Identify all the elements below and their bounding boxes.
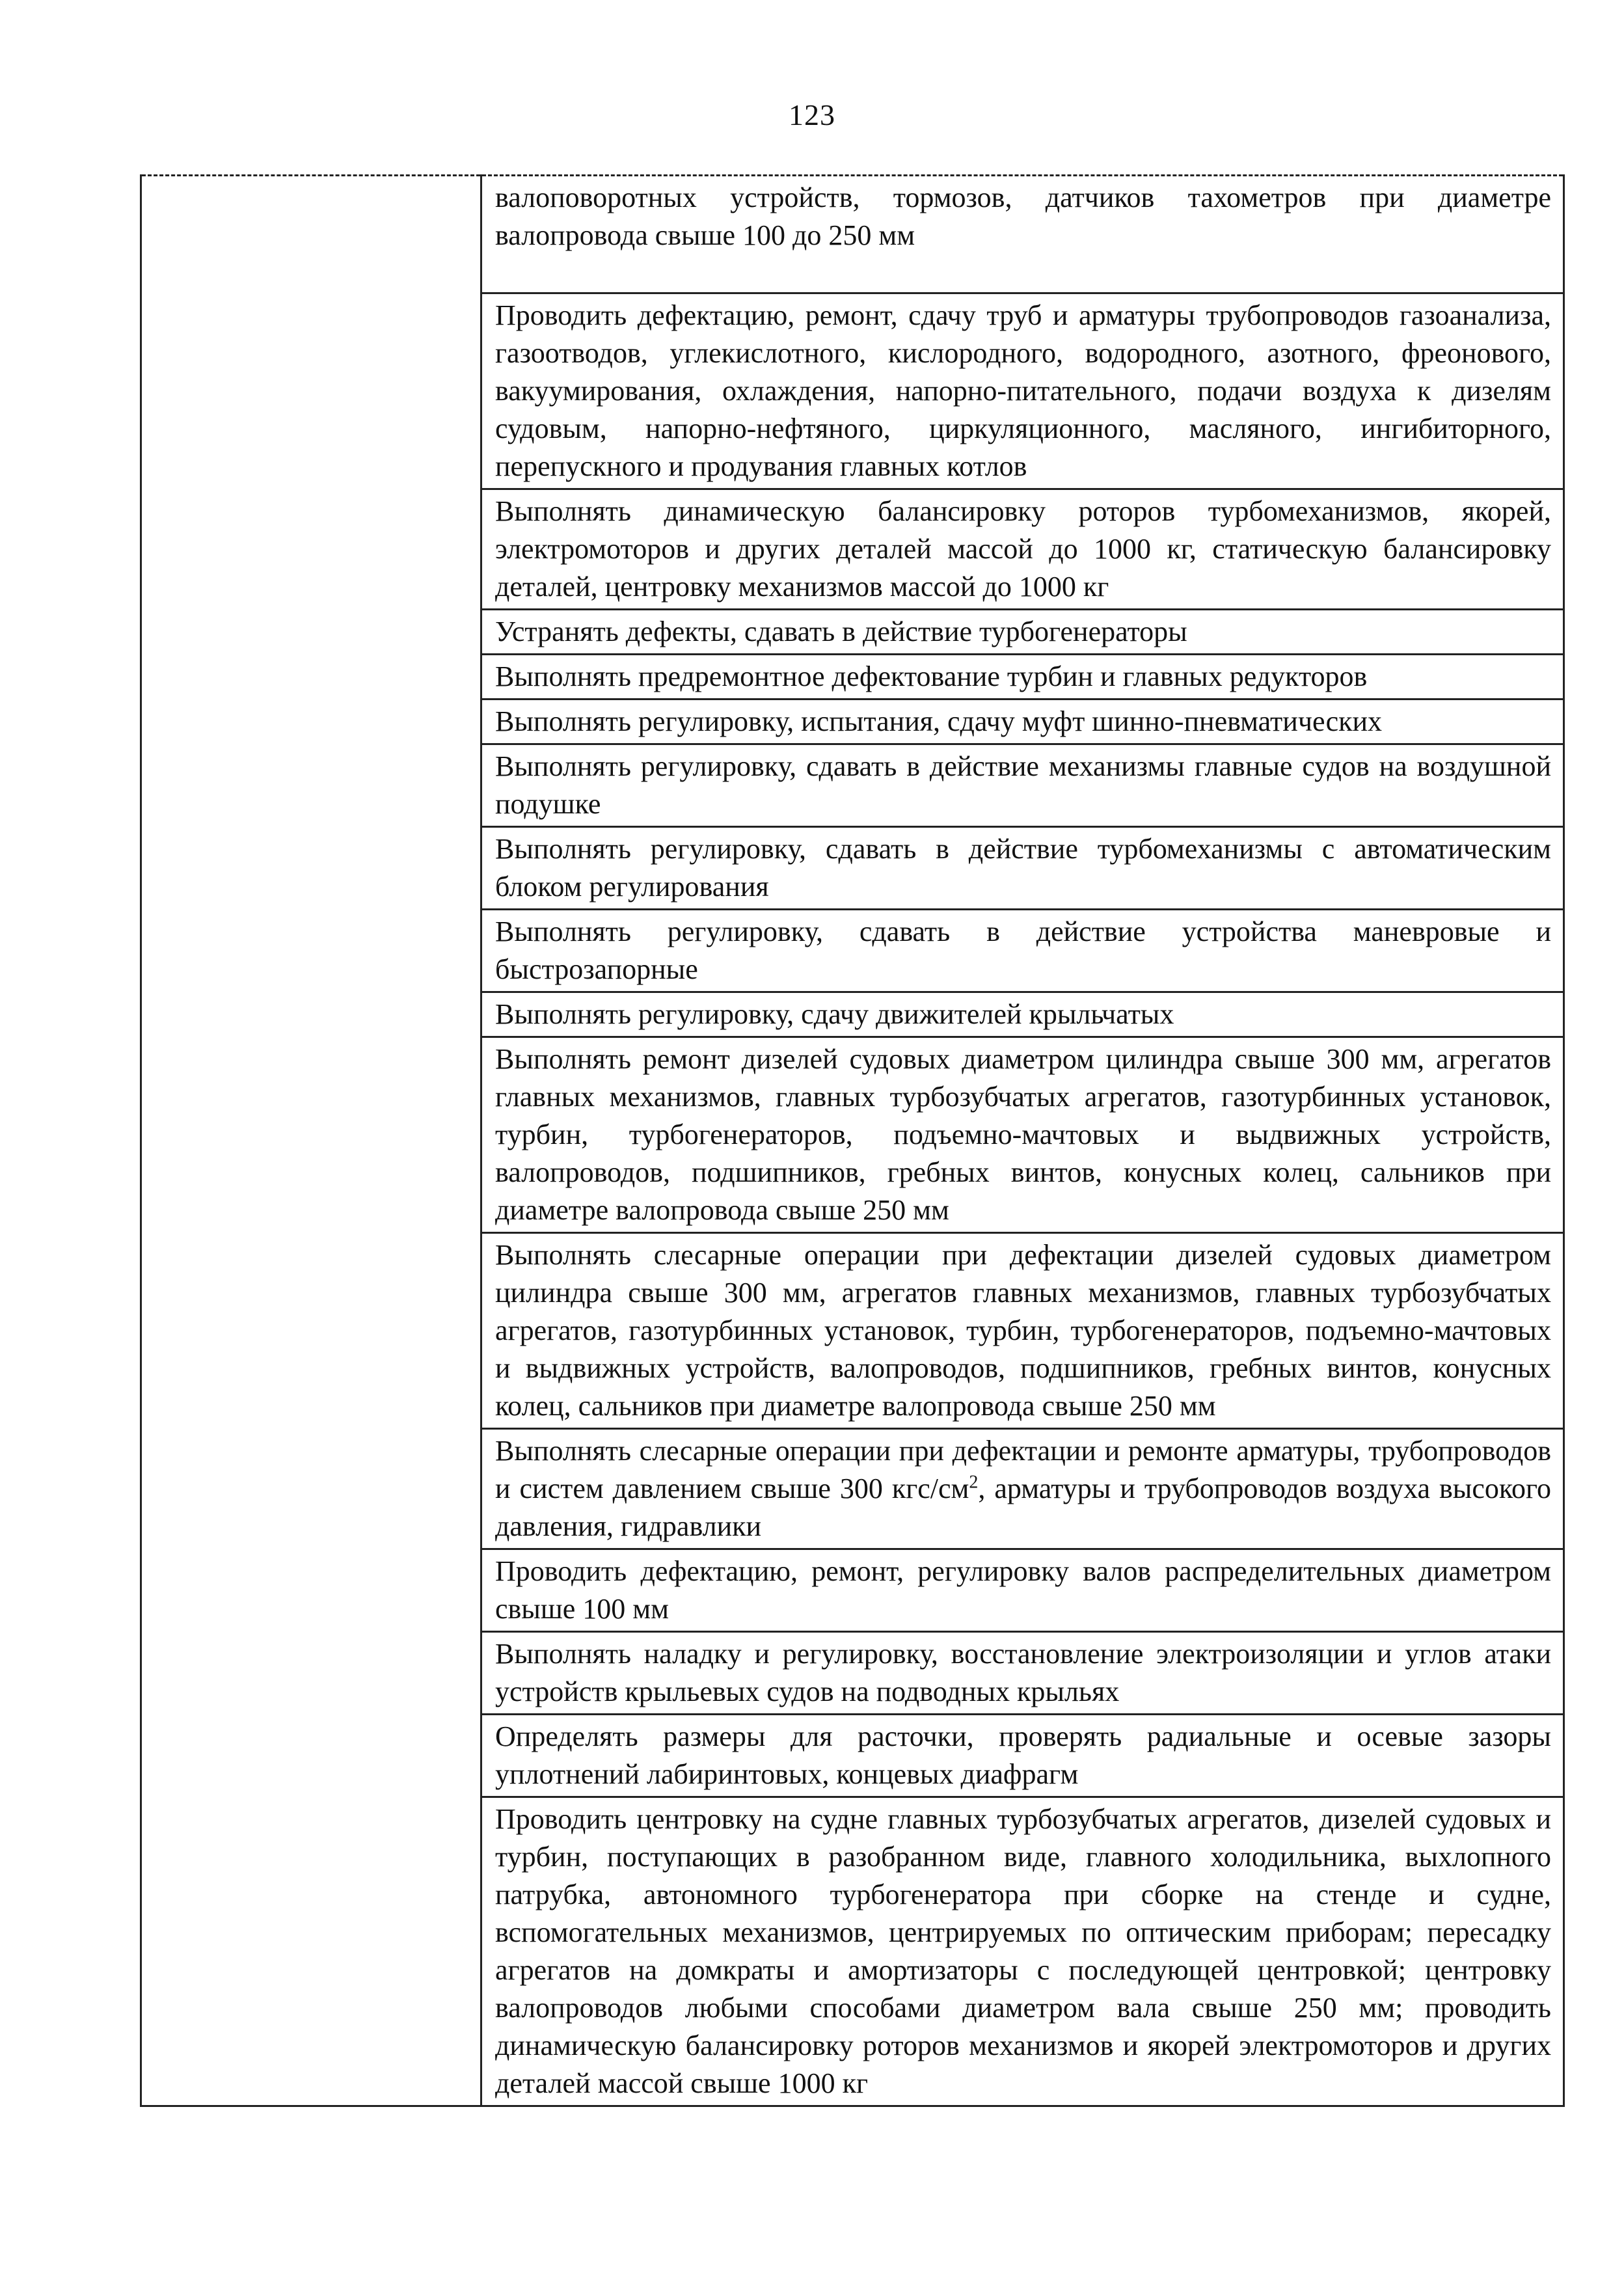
duties-table [140,174,1565,2107]
table-row [141,176,1564,293]
table-cell: Выполнять регулировку, сдавать в действие механизмы главные судов на воздушной подушке [481,744,1564,827]
table-cell [481,1429,1564,1549]
table-cell: Выполнять динамическую балансировку роторов турбомеханизмов, якорей, электромоторов и других деталей массой до 1000 кг, статическую балансировку деталей, центровку механизмов массой до 1000 кг [481,489,1564,610]
table-cell: Устранять дефекты, сдавать в действие турбогенераторы [481,610,1564,655]
table-cell: валоповоротных устройств, тормозов, датчиков тахометров при диаметре валопровода свыше 100 до 250 мм [481,176,1564,293]
cell-text-before: Выполнять слесарные операции при дефектации и ремонте арматуры, трубопроводов и систем давлением свыше 300 кгс/см [495,1435,1551,1504]
table-cell: Проводить дефектацию, ремонт, сдачу труб и арматуры трубопроводов газоанализа, газоотводов, углекислотного, кислородного, водородного, азотного, фреонового, вакуумирования, охлаждения, напорно-питательного, подачи воздуха к дизелям судовым, напорно-нефтяного, циркуляционного, масляного, ингибиторного, перепускного и продувания главных котлов [481,293,1564,489]
table-cell: Определять размеры для расточки, проверять радиальные и осевые зазоры уплотнений лабиринтовых, концевых диафрагм [481,1715,1564,1797]
table-cell: Выполнять ремонт дизелей судовых диаметром цилиндра свыше 300 мм, агрегатов главных механизмов, главных турбозубчатых агрегатов, газотурбинных установок, турбин, турбогенераторов, подъемно-мачтовых и выдвижных устройств, валопроводов, подшипников, гребных винтов, конусных колец, сальников при диаметре валопровода свыше 250 мм [481,1037,1564,1233]
table-cell: Выполнять предремонтное дефектование турбин и главных редукторов [481,655,1564,700]
table-cell: Выполнять наладку и регулировку, восстановление электроизоляции и углов атаки устройств крыльевых судов на подводных крыльях [481,1632,1564,1715]
table-cell: Проводить дефектацию, ремонт, регулировку валов распределительных диаметром свыше 100 мм [481,1549,1564,1632]
empty-left-column [141,176,481,2106]
table-cell: Выполнять регулировку, сдавать в действие устройства маневровые и быстрозапорные [481,910,1564,992]
unit-superscript: 2 [969,1472,979,1493]
table-cell: Выполнять регулировку, испытания, сдачу муфт шинно-пневматических [481,700,1564,744]
cell-text-after: , арматуры и трубопроводов воздуха высокого давления, гидравлики [495,1473,1551,1542]
table-cell: Выполнять слесарные операции при дефектации дизелей судовых диаметром цилиндра свыше 300 мм, агрегатов главных механизмов, главных турбозубчатых агрегатов, газотурбинных установок, турбин, турбогенераторов, подъемно-мачтовых и выдвижных устройств, валопроводов, подшипников, гребных винтов, конусных колец, сальников при диаметре валопровода свыше 250 мм [481,1233,1564,1429]
table-cell: Проводить центровку на судне главных турбозубчатых агрегатов, дизелей судовых и турбин, поступающих в разобранном виде, главного холодильника, выхлопного патрубка, автономного турбогенератора при сборке на стенде и судне, вспомогательных механизмов, центрируемых по оптическим приборам; пересадку агрегатов на домкраты и амортизаторы с последующей центровкой; центровку валопроводов любыми способами диаметром вала свыше 250 мм; проводить динамическую балансировку роторов механизмов и якорей электромоторов и других деталей массой свыше 1000 кг [481,1797,1564,2106]
page-number: 123 [789,98,835,131]
table-cell: Выполнять регулировку, сдавать в действие турбомеханизмы с автоматическим блоком регулирования [481,827,1564,910]
table-cell: Выполнять регулировку, сдачу движителей крыльчатых [481,992,1564,1037]
